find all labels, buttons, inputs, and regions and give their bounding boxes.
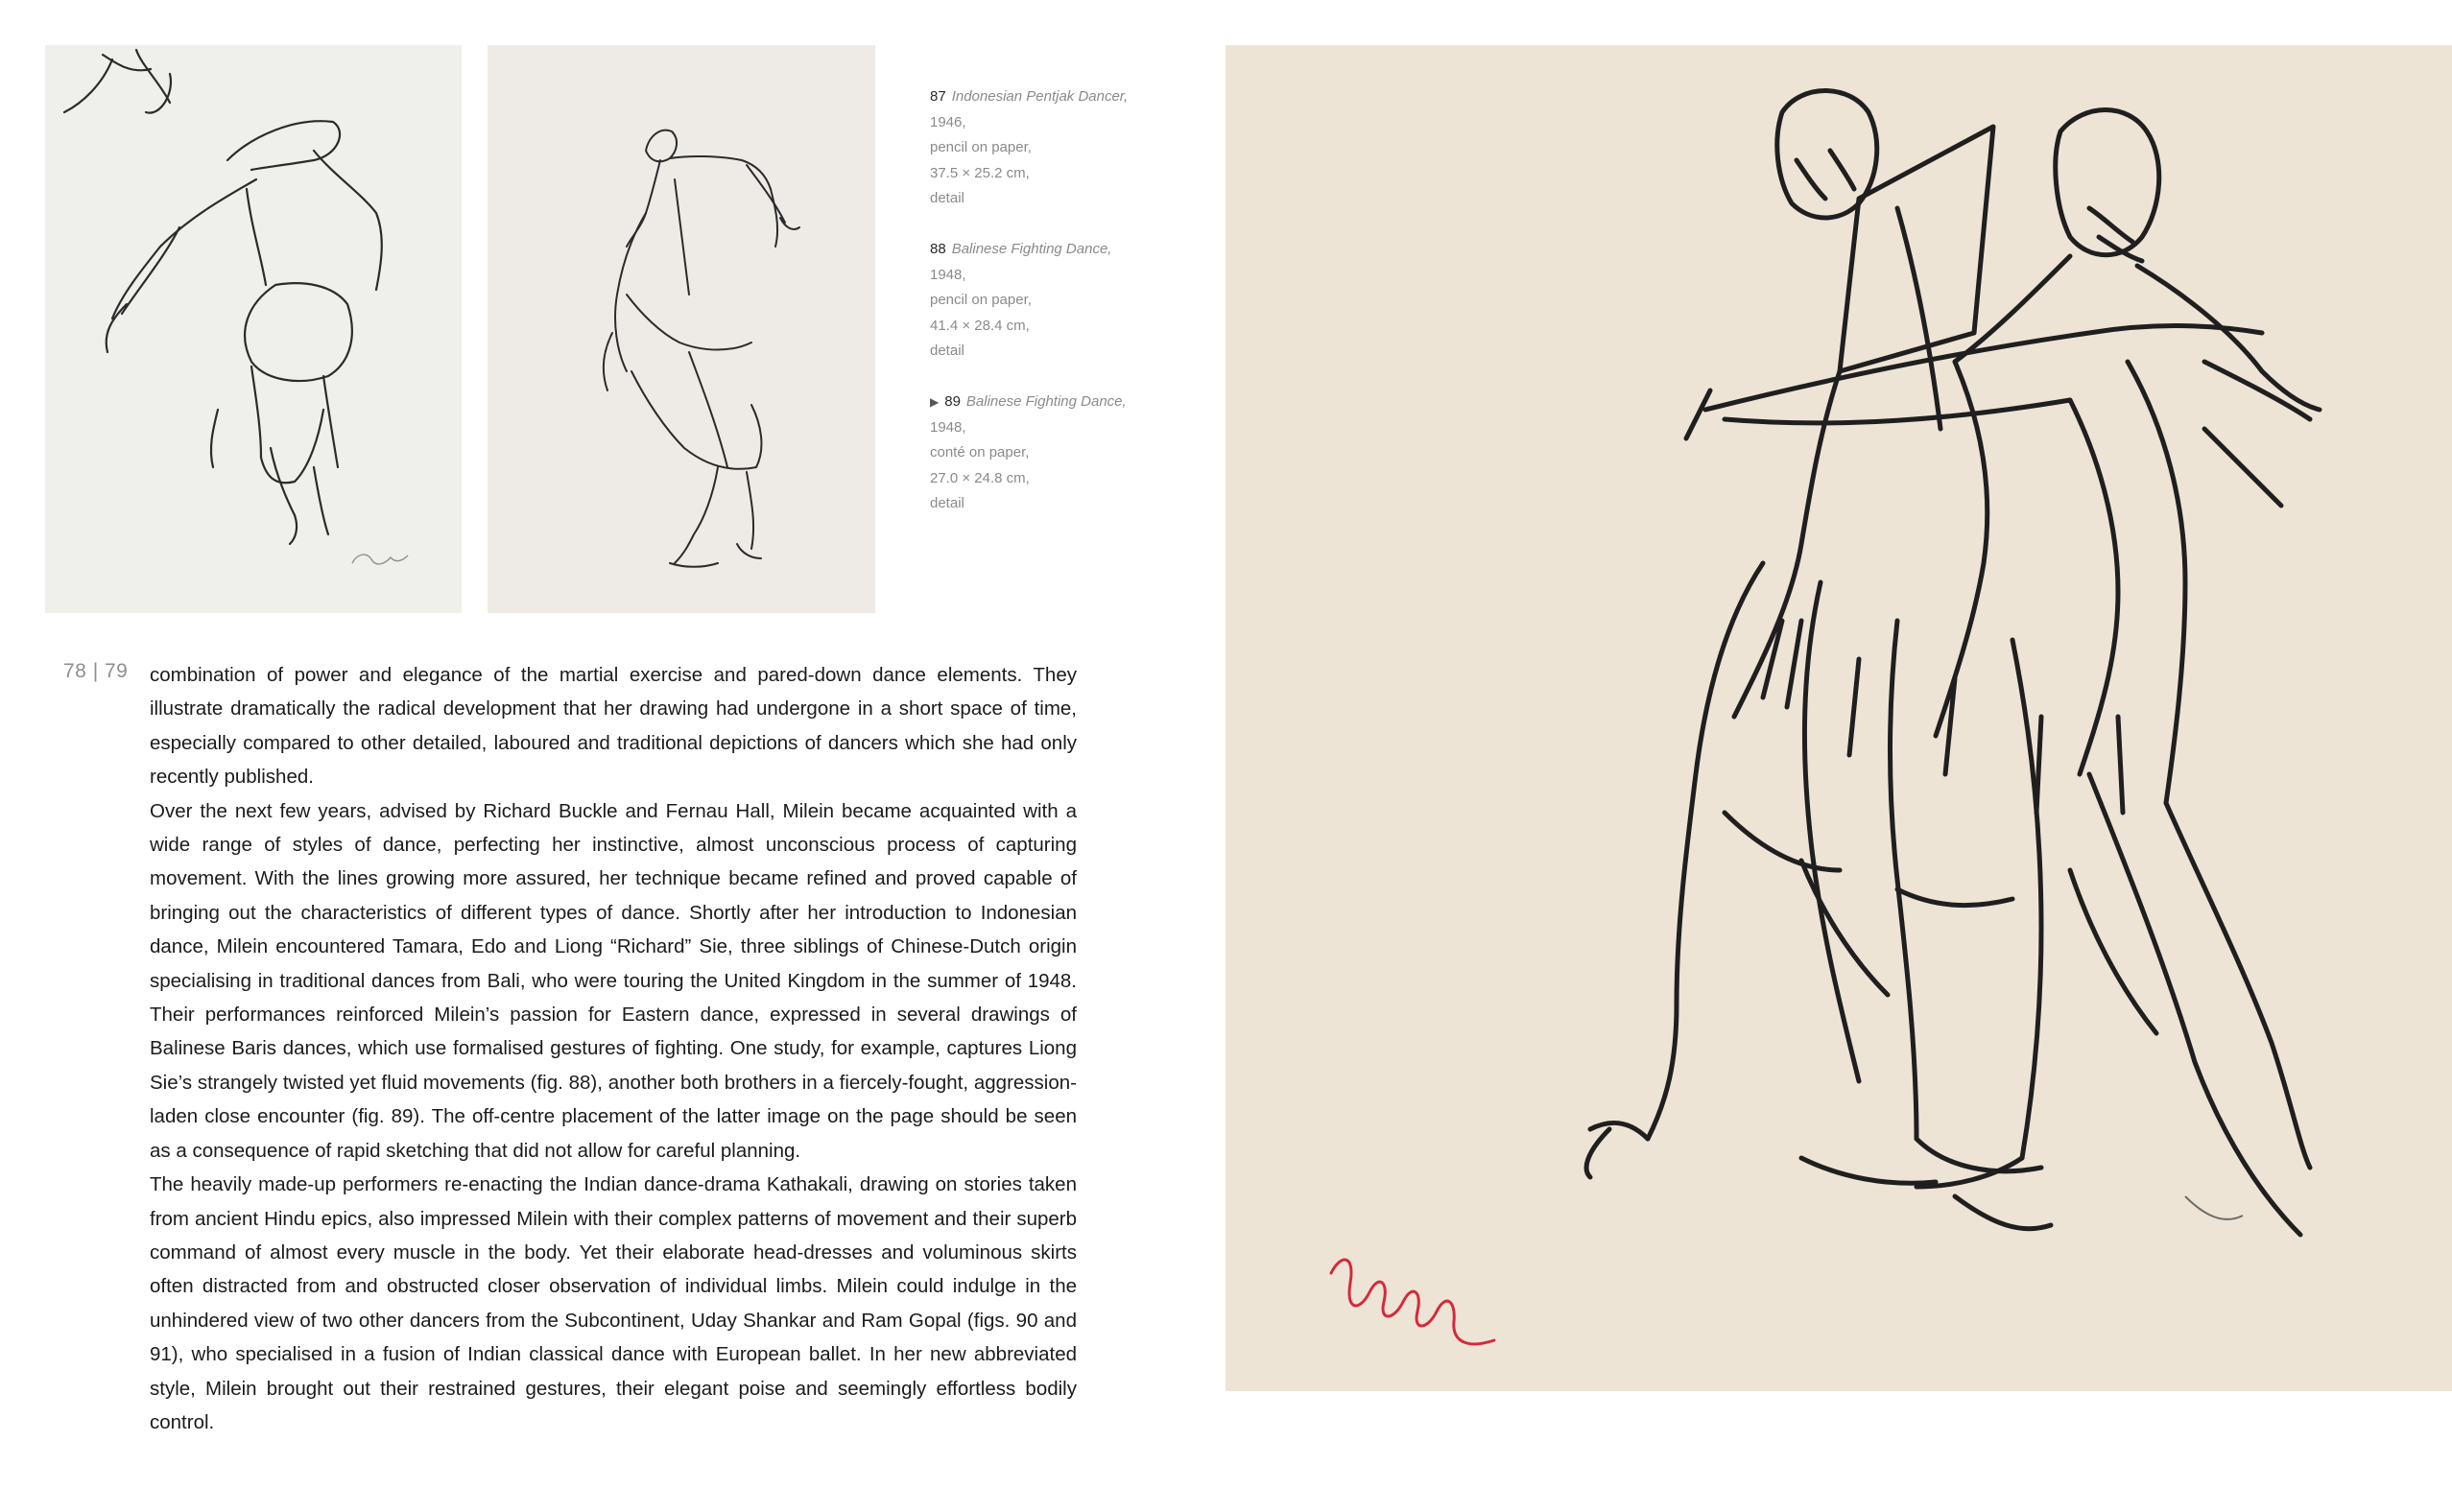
caption-title: Indonesian Pentjak Dancer, [951,88,1129,105]
caption-detail: detail [930,190,964,206]
artist-signature-87 [352,555,408,564]
caption-medium: conté on paper, [930,444,1030,461]
caption-fig-89 [930,390,1151,517]
triangle-arrow-icon: ▶ [930,395,940,409]
body-text [150,658,1077,1439]
caption-number: 89 [944,393,961,410]
paragraph: Over the next few years, advised by Richard Buckle and Fernau Hall, Milein became acquainted with a wide range of styles of dance, perfecting her instinctive, almost unconscious process of capturing movement. With the lines growing more assured, her technique became refined and proved capable of bringing out the characteristics of different types of dance. Shortly after her introduction to Indonesian dance, Milein encountered Tamara, Edo and Liong “Richard” Sie, three siblings of Chinese-Dutch origin specialising in traditional dances from Bali, who were touring the United Kingdom in the summer of 1948. Their performances reinforced Milein’s passion for Eastern dance, expressed in several drawings of Balinese Baris dances, which use formalised gestures of fighting. One study, for example, captures Liong Sie’s strangely twisted yet fluid movements (fig. 88), another both brothers in a fiercely-fought, aggression-laden close encounter (fig. 89). The off-centre placement of the latter image on the page should be seen as a consequence of rapid sketching that did not allow for careful planning. [150,799,1077,1162]
caption-year: 1948, [930,266,966,283]
caption-dimensions: 37.5 × 25.2 cm, [930,164,1030,181]
caption-title: Balinese Fighting Dance, [951,241,1112,257]
caption-title: Balinese Fighting Dance, [965,393,1127,410]
caption-year: 1946, [930,113,966,130]
caption-detail: detail [930,495,964,511]
figure-88-drawing [488,45,875,613]
page-numbers: 78 | 79 [63,660,129,682]
caption-number: 87 [930,88,946,105]
pentjak-dancer-sketch [45,45,462,613]
figure-89-drawing [1226,45,2452,1391]
caption-detail: detail [930,343,964,359]
paragraph: The heavily made-up performers re-enacting the Indian dance-drama Kathakali, drawing on stories taken from ancient Hindu epics, also impressed Milein with their complex patterns of movement and their superb command of almost every muscle in the body. Yet their elaborate head-dresses and voluminous skirts often distracted from and obstructed closer observation of individual limbs. Milein could indulge in the unhindered view of two other dancers from the Subcontinent, Uday Shankar and Ram Gopal (figs. 90 and 91), who specialised in a fusion of Indian classical dance with European ballet. In her new abbreviated style, Milein brought out their restrained gestures, their elegant poise and seemingly effortless bodily control. [150,1173,1077,1433]
caption-fig-88 [930,237,1151,365]
paragraph: combination of power and elegance of the martial exercise and pared-down dance elements. They illustrate dramatically the radical development that her drawing had undergone in a short space of time, especially compared to other detailed, laboured and traditional depictions of dancers which she had only recently published. [150,664,1077,789]
caption-fig-87 [930,84,1151,212]
figure-captions [930,84,1151,542]
caption-medium: pencil on paper, [930,292,1032,308]
caption-year: 1948, [930,418,966,436]
caption-dimensions: 41.4 × 28.4 cm, [930,317,1030,334]
balinese-fighting-dance-sketch [488,45,875,613]
figure-87-drawing [45,45,462,613]
caption-dimensions: 27.0 × 24.8 cm, [930,469,1030,486]
caption-number: 88 [930,241,946,257]
caption-medium: pencil on paper, [930,139,1032,155]
fighting-dancers-sketch [1226,45,2452,1391]
red-artist-signature [1331,1260,1494,1344]
